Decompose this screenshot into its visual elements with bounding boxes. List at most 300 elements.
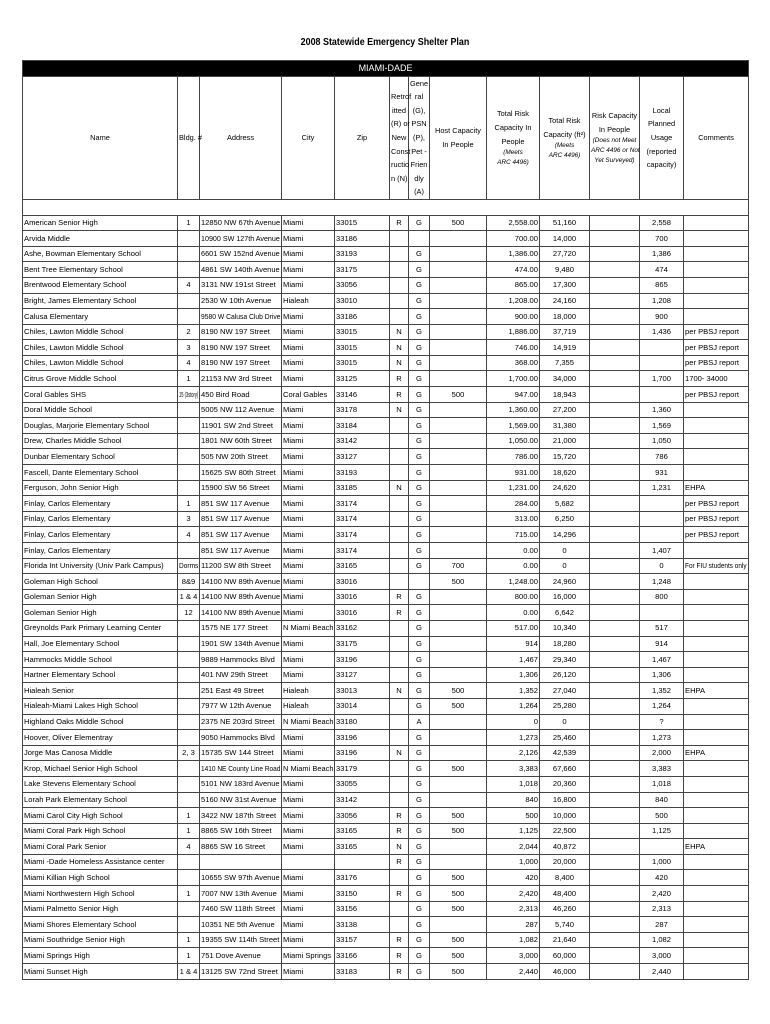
cell-city: Miami <box>282 215 335 231</box>
cell-city: Miami <box>282 496 335 512</box>
cell-host <box>430 730 487 746</box>
cell-address: 10351 NE 5th Avenue <box>200 917 282 933</box>
cell-zip: 33056 <box>335 277 390 293</box>
cell-address: 10655 SW 97th Avenue <box>200 870 282 886</box>
cell-retro <box>390 667 409 683</box>
cell-address: 15900 SW 56 Street <box>200 480 282 496</box>
cell-risk-capacity <box>590 808 640 824</box>
cell-address: 11901 SW 2nd Street <box>200 418 282 434</box>
table-row <box>23 714 749 730</box>
col-zip: Zip <box>335 76 390 199</box>
cell-retro: R <box>390 964 409 980</box>
cell-address: 1801 NW 60th Street <box>200 433 282 449</box>
cell-retro <box>390 870 409 886</box>
cell-city: Miami <box>282 309 335 325</box>
cell-address: 1410 NE County Line Road <box>200 761 282 777</box>
cell-risk-capacity <box>590 543 640 559</box>
cell-comments <box>684 964 749 980</box>
cell-name: Miami Springs High <box>23 948 178 964</box>
column-header-row <box>23 76 749 199</box>
cell-retro: R <box>390 808 409 824</box>
cell-comments <box>684 543 749 559</box>
cell-local: 2,000 <box>640 745 684 761</box>
table-body <box>23 215 749 979</box>
cell-comments <box>684 215 749 231</box>
cell-risk-people: 865.00 <box>487 277 540 293</box>
col-name: Name <box>23 76 178 199</box>
cell-risk-ft: 25,460 <box>540 730 590 746</box>
cell-zip: 33015 <box>335 340 390 356</box>
cell-retro <box>390 636 409 652</box>
cell-host <box>430 776 487 792</box>
cell-host <box>430 745 487 761</box>
cell-name: Miami Southridge Senior High <box>23 932 178 948</box>
cell-city <box>282 854 335 870</box>
cell-general <box>409 231 430 247</box>
cell-local <box>640 511 684 527</box>
table-row <box>23 511 749 527</box>
cell-risk-people: 1,569.00 <box>487 418 540 434</box>
cell-zip: 33179 <box>335 761 390 777</box>
cell-comments: EHPA <box>684 480 749 496</box>
table-row <box>23 652 749 668</box>
cell-risk-ft: 24,960 <box>540 574 590 590</box>
cell-address: 7460 SW 118th Street <box>200 901 282 917</box>
cell-risk-people: 1,360.00 <box>487 402 540 418</box>
cell-general: G <box>409 745 430 761</box>
cell-risk-people: 2,558.00 <box>487 215 540 231</box>
cell-general: G <box>409 886 430 902</box>
cell-risk-ft: 16,800 <box>540 792 590 808</box>
cell-local: 840 <box>640 792 684 808</box>
cell-city: Miami <box>282 449 335 465</box>
cell-local: 3,383 <box>640 761 684 777</box>
cell-bldg <box>178 309 200 325</box>
cell-risk-ft: 18,000 <box>540 309 590 325</box>
cell-general: G <box>409 293 430 309</box>
cell-risk-ft: 34,000 <box>540 371 590 387</box>
cell-host <box>430 246 487 262</box>
table-row <box>23 355 749 371</box>
cell-address: 14100 NW 89th Avenue <box>200 589 282 605</box>
table-row <box>23 761 749 777</box>
cell-risk-ft: 46,000 <box>540 964 590 980</box>
cell-host <box>430 652 487 668</box>
cell-zip: 33016 <box>335 589 390 605</box>
cell-risk-capacity <box>590 667 640 683</box>
cell-name: Lake Stevens Elementary School <box>23 776 178 792</box>
cell-name: Finlay, Carlos Elementary <box>23 543 178 559</box>
cell-name: Brentwood Elementary School <box>23 277 178 293</box>
cell-city: Miami <box>282 808 335 824</box>
cell-host <box>430 449 487 465</box>
cell-zip: 33185 <box>335 480 390 496</box>
col-bldg: Bldg. # <box>178 76 200 199</box>
cell-general: G <box>409 620 430 636</box>
cell-risk-people: 500 <box>487 808 540 824</box>
cell-risk-people: 2,420 <box>487 886 540 902</box>
cell-general: G <box>409 901 430 917</box>
table-row <box>23 480 749 496</box>
cell-general: A <box>409 714 430 730</box>
cell-retro: N <box>390 355 409 371</box>
table-row <box>23 324 749 340</box>
cell-local: 420 <box>640 870 684 886</box>
cell-address: 6601 SW 152nd Avenue <box>200 246 282 262</box>
cell-risk-ft: 10,000 <box>540 808 590 824</box>
cell-city: Miami <box>282 418 335 434</box>
cell-risk-ft: 40,872 <box>540 839 590 855</box>
cell-name: Goleman Senior High <box>23 605 178 621</box>
cell-host: 500 <box>430 932 487 948</box>
cell-address: 8865 SW 16 Street <box>200 839 282 855</box>
cell-risk-capacity <box>590 854 640 870</box>
col-host-capacity: Host Capacity In People <box>430 76 487 199</box>
cell-risk-capacity <box>590 620 640 636</box>
cell-zip: 33193 <box>335 465 390 481</box>
cell-address: 3422 NW 187th Street <box>200 808 282 824</box>
cell-risk-capacity <box>590 901 640 917</box>
cell-comments: per PBSJ report <box>684 387 749 403</box>
cell-local: 1,018 <box>640 776 684 792</box>
cell-risk-people: 368.00 <box>487 355 540 371</box>
cell-city: Miami <box>282 262 335 278</box>
cell-comments <box>684 620 749 636</box>
cell-name: Calusa Elementary <box>23 309 178 325</box>
table-row <box>23 543 749 559</box>
cell-zip: 33015 <box>335 324 390 340</box>
cell-risk-capacity <box>590 449 640 465</box>
cell-name: Miami Sunset High <box>23 964 178 980</box>
table-row <box>23 745 749 761</box>
table-row <box>23 449 749 465</box>
cell-general: G <box>409 589 430 605</box>
cell-risk-ft: 8,400 <box>540 870 590 886</box>
cell-local: 1,125 <box>640 823 684 839</box>
table-row <box>23 620 749 636</box>
cell-bldg <box>178 683 200 699</box>
col-comments: Comments <box>684 76 749 199</box>
cell-general <box>409 574 430 590</box>
cell-risk-people: 715.00 <box>487 527 540 543</box>
cell-bldg <box>178 402 200 418</box>
cell-address: 13125 SW 72nd Street <box>200 964 282 980</box>
table-row <box>23 309 749 325</box>
cell-host <box>430 667 487 683</box>
cell-general: G <box>409 776 430 792</box>
cell-local: 931 <box>640 465 684 481</box>
table-row <box>23 371 749 387</box>
cell-retro <box>390 511 409 527</box>
cell-comments: per PBSJ report <box>684 355 749 371</box>
cell-bldg <box>178 418 200 434</box>
cell-retro <box>390 901 409 917</box>
cell-risk-capacity <box>590 948 640 964</box>
cell-local: 1,569 <box>640 418 684 434</box>
cell-risk-capacity <box>590 574 640 590</box>
cell-local: 0 <box>640 558 684 574</box>
cell-risk-capacity <box>590 324 640 340</box>
cell-risk-people: 2,126 <box>487 745 540 761</box>
table-row <box>23 465 749 481</box>
cell-local <box>640 340 684 356</box>
cell-name: Goleman Senior High <box>23 589 178 605</box>
cell-zip: 33013 <box>335 683 390 699</box>
cell-risk-capacity <box>590 262 640 278</box>
cell-city: Miami <box>282 527 335 543</box>
cell-risk-people: 1,018 <box>487 776 540 792</box>
cell-retro: R <box>390 605 409 621</box>
cell-retro <box>390 574 409 590</box>
cell-zip: 33174 <box>335 543 390 559</box>
cell-local <box>640 387 684 403</box>
cell-risk-ft: 46,260 <box>540 901 590 917</box>
cell-zip: 33157 <box>335 932 390 948</box>
cell-risk-ft: 42,539 <box>540 745 590 761</box>
cell-address: 851 SW 117 Avenue <box>200 511 282 527</box>
cell-risk-capacity <box>590 761 640 777</box>
cell-bldg <box>178 246 200 262</box>
cell-name: Greynolds Park Primary Learning Center <box>23 620 178 636</box>
cell-risk-capacity <box>590 231 640 247</box>
cell-city: Miami <box>282 340 335 356</box>
cell-address: 751 Dove Avenue <box>200 948 282 964</box>
cell-risk-ft: 27,720 <box>540 246 590 262</box>
cell-name: Ferguson, John Senior High <box>23 480 178 496</box>
cell-host <box>430 433 487 449</box>
cell-comments <box>684 823 749 839</box>
cell-address: 7977 W 12th Avenue <box>200 698 282 714</box>
cell-name: Coral Gables SHS <box>23 387 178 403</box>
cell-retro <box>390 527 409 543</box>
cell-general: G <box>409 543 430 559</box>
cell-retro <box>390 465 409 481</box>
cell-general: G <box>409 418 430 434</box>
cell-risk-people: 517.00 <box>487 620 540 636</box>
cell-bldg: 4 <box>178 839 200 855</box>
cell-risk-ft: 24,620 <box>540 480 590 496</box>
cell-address: 9580 W Calusa Club Drive <box>200 309 282 325</box>
cell-name: Miami Palmetto Senior High <box>23 901 178 917</box>
cell-zip: 33165 <box>335 839 390 855</box>
cell-risk-capacity <box>590 839 640 855</box>
cell-name: Finlay, Carlos Elementary <box>23 496 178 512</box>
cell-local: 1,082 <box>640 932 684 948</box>
col-general: Gene ral (G), PSN (P), Pet - Frien dly (A) <box>409 76 430 199</box>
cell-zip: 33180 <box>335 714 390 730</box>
cell-local: 1,436 <box>640 324 684 340</box>
cell-local: 1,352 <box>640 683 684 699</box>
cell-bldg: 4 <box>178 355 200 371</box>
cell-risk-capacity <box>590 917 640 933</box>
cell-comments: per PBSJ report <box>684 324 749 340</box>
cell-risk-ft: 14,296 <box>540 527 590 543</box>
cell-general: G <box>409 652 430 668</box>
cell-comments: For FIU students only <box>684 558 749 574</box>
table-row <box>23 574 749 590</box>
cell-bldg <box>178 792 200 808</box>
cell-zip: 33193 <box>335 246 390 262</box>
cell-comments <box>684 698 749 714</box>
cell-risk-ft: 60,000 <box>540 948 590 964</box>
cell-city: Miami <box>282 433 335 449</box>
cell-zip: 33162 <box>335 620 390 636</box>
cell-address: 9050 Hammocks Blvd <box>200 730 282 746</box>
table-row <box>23 293 749 309</box>
cell-risk-capacity <box>590 371 640 387</box>
cell-bldg: 1 <box>178 215 200 231</box>
cell-city: Miami <box>282 402 335 418</box>
cell-bldg: 1 <box>178 808 200 824</box>
cell-risk-ft: 17,300 <box>540 277 590 293</box>
cell-retro: R <box>390 823 409 839</box>
cell-city: Miami <box>282 823 335 839</box>
cell-address: 21153 NW 3rd Street <box>200 371 282 387</box>
cell-local: 474 <box>640 262 684 278</box>
cell-comments <box>684 636 749 652</box>
cell-retro: N <box>390 324 409 340</box>
cell-local: 1,231 <box>640 480 684 496</box>
cell-name: Highland Oaks Middle School <box>23 714 178 730</box>
cell-host <box>430 277 487 293</box>
cell-bldg <box>178 449 200 465</box>
cell-city: N Miami Beach <box>282 620 335 636</box>
cell-name: Lorah Park Elementary School <box>23 792 178 808</box>
cell-zip: 33175 <box>335 262 390 278</box>
cell-local <box>640 605 684 621</box>
cell-general: G <box>409 683 430 699</box>
cell-risk-people: 840 <box>487 792 540 808</box>
cell-risk-people: 900.00 <box>487 309 540 325</box>
cell-host <box>430 543 487 559</box>
cell-zip: 33142 <box>335 792 390 808</box>
cell-general: G <box>409 839 430 855</box>
cell-bldg: 3 <box>178 511 200 527</box>
cell-comments <box>684 277 749 293</box>
cell-risk-capacity <box>590 465 640 481</box>
cell-host <box>430 792 487 808</box>
cell-retro: R <box>390 371 409 387</box>
cell-risk-capacity <box>590 496 640 512</box>
county-banner: MIAMI-DADE <box>23 61 749 77</box>
cell-comments: EHPA <box>684 683 749 699</box>
cell-city: Miami <box>282 636 335 652</box>
cell-bldg <box>178 636 200 652</box>
table-row <box>23 683 749 699</box>
cell-retro: N <box>390 402 409 418</box>
cell-host: 500 <box>430 964 487 980</box>
cell-host <box>430 293 487 309</box>
cell-risk-people: 3,000 <box>487 948 540 964</box>
cell-risk-people: 947.00 <box>487 387 540 403</box>
table-row <box>23 948 749 964</box>
cell-local: 1,248 <box>640 574 684 590</box>
cell-retro <box>390 558 409 574</box>
cell-local: 700 <box>640 231 684 247</box>
cell-risk-capacity <box>590 558 640 574</box>
cell-host <box>430 839 487 855</box>
cell-zip: 33016 <box>335 574 390 590</box>
cell-comments <box>684 309 749 325</box>
cell-bldg <box>178 776 200 792</box>
cell-risk-people: 786.00 <box>487 449 540 465</box>
cell-risk-people: 0.00 <box>487 558 540 574</box>
cell-city: Miami <box>282 932 335 948</box>
cell-risk-people: 1,231.00 <box>487 480 540 496</box>
cell-risk-ft: 9,480 <box>540 262 590 278</box>
cell-comments <box>684 948 749 964</box>
cell-local: 1,360 <box>640 402 684 418</box>
cell-zip: 33196 <box>335 730 390 746</box>
cell-local <box>640 839 684 855</box>
document-title: 2008 Statewide Emergency Shelter Plan <box>300 36 470 48</box>
cell-risk-people: 800.00 <box>487 589 540 605</box>
table-row <box>23 215 749 231</box>
cell-zip: 33175 <box>335 636 390 652</box>
cell-bldg <box>178 761 200 777</box>
cell-general: G <box>409 948 430 964</box>
cell-address: 450 Bird Road <box>200 387 282 403</box>
cell-risk-capacity <box>590 683 640 699</box>
cell-risk-ft: 67,660 <box>540 761 590 777</box>
cell-address: 8190 NW 197 Street <box>200 340 282 356</box>
cell-comments <box>684 465 749 481</box>
cell-risk-ft: 6,250 <box>540 511 590 527</box>
cell-local: 3,000 <box>640 948 684 964</box>
cell-address: 11200 SW 8th Street <box>200 558 282 574</box>
cell-risk-capacity <box>590 589 640 605</box>
cell-city: Miami <box>282 730 335 746</box>
cell-city: Hialeah <box>282 698 335 714</box>
cell-zip: 33174 <box>335 496 390 512</box>
cell-address: 505 NW 20th Street <box>200 449 282 465</box>
cell-address: 15735 SW 144 Street <box>200 745 282 761</box>
cell-risk-capacity <box>590 355 640 371</box>
col-city: City <box>282 76 335 199</box>
cell-risk-people: 1,886.00 <box>487 324 540 340</box>
cell-host: 700 <box>430 558 487 574</box>
cell-risk-capacity <box>590 823 640 839</box>
cell-city: Miami <box>282 355 335 371</box>
cell-name: Miami Carol City High School <box>23 808 178 824</box>
cell-name: Bright, James Elementary School <box>23 293 178 309</box>
cell-city: Miami <box>282 964 335 980</box>
cell-retro: R <box>390 886 409 902</box>
cell-risk-people: 700.00 <box>487 231 540 247</box>
cell-address: 3131 NW 191st Street <box>200 277 282 293</box>
cell-comments: per PBSJ report <box>684 511 749 527</box>
cell-host <box>430 511 487 527</box>
cell-retro: R <box>390 948 409 964</box>
cell-host: 500 <box>430 761 487 777</box>
cell-zip: 33150 <box>335 886 390 902</box>
col-risk-capacity: Risk Capacity In People (Does not Meet ARC 4496 or Not Yet Surveyed) <box>590 76 640 199</box>
cell-general: G <box>409 854 430 870</box>
cell-comments <box>684 901 749 917</box>
cell-general: G <box>409 402 430 418</box>
cell-retro <box>390 714 409 730</box>
cell-retro <box>390 730 409 746</box>
cell-bldg: 3 <box>178 340 200 356</box>
cell-risk-ft: 20,000 <box>540 854 590 870</box>
cell-comments <box>684 667 749 683</box>
cell-comments: per PBSJ report <box>684 527 749 543</box>
cell-host <box>430 917 487 933</box>
cell-local: 1,700 <box>640 371 684 387</box>
cell-bldg <box>178 698 200 714</box>
cell-bldg <box>178 262 200 278</box>
cell-retro: N <box>390 683 409 699</box>
